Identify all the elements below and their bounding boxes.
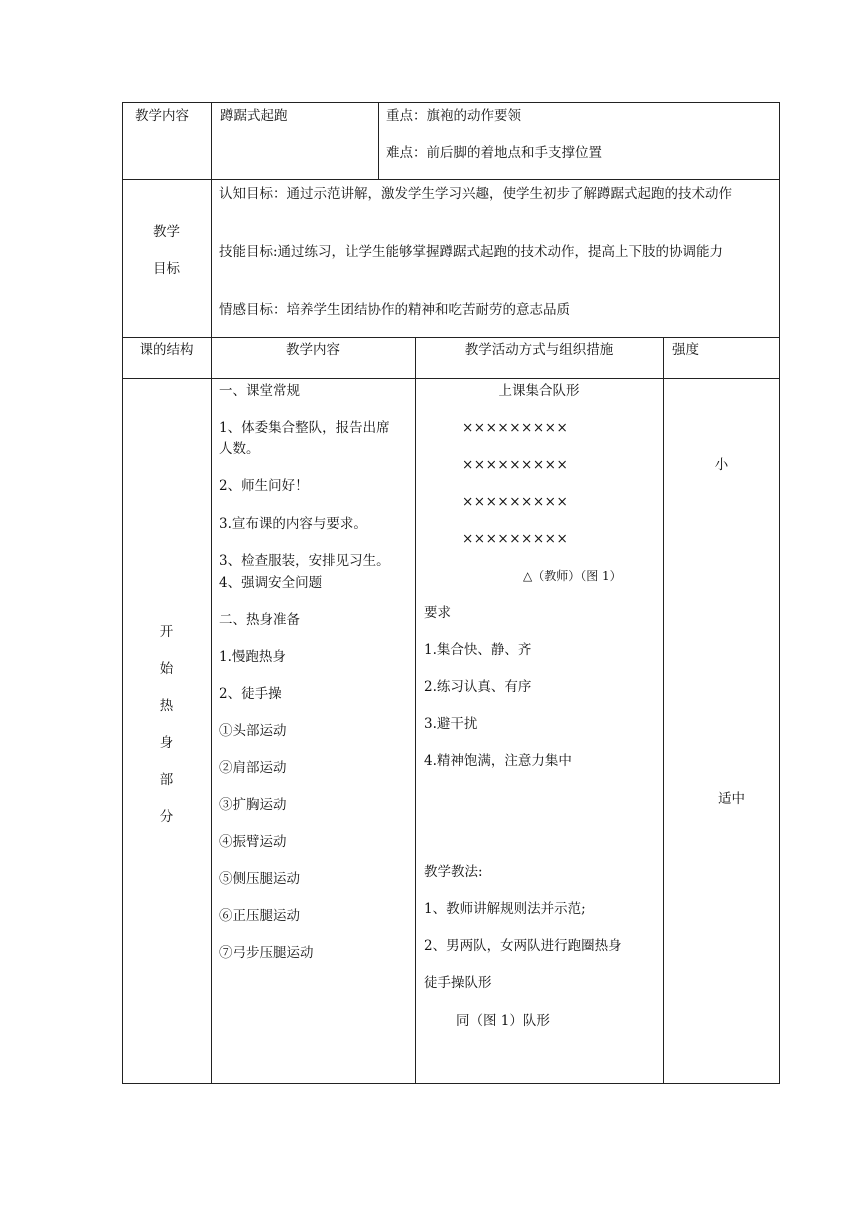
- skill-objective: 技能目标:通过练习，让学生能够掌握蹲踞式起跑的技术动作，提高上下肢的协调能力: [219, 244, 724, 260]
- method-item: 1、教师讲解规则法并示范;: [424, 901, 586, 917]
- section-char: 分: [159, 809, 174, 825]
- content-label: 教学内容: [135, 108, 189, 124]
- content-line: ④振臂运动: [219, 834, 287, 850]
- col-structure: 课的结构: [139, 342, 194, 358]
- method-item: 2、男两队，女两队进行跑圈热身: [424, 938, 622, 954]
- content-line: 3.宣布课的内容与要求。: [219, 516, 367, 532]
- content-line: 1.慢跑热身: [219, 649, 286, 665]
- teacher-mark: △（教师）（图 1）: [523, 569, 622, 583]
- content-line: ②肩部运动: [219, 760, 287, 776]
- section-char: 热: [159, 698, 174, 714]
- requirement-item: 2.练习认真、有序: [424, 679, 532, 695]
- col-intensity: 强度: [672, 342, 699, 358]
- content-value: 蹲踞式起跑: [220, 108, 288, 124]
- content-line: 2、徒手操: [219, 686, 282, 702]
- section-char: 部: [159, 772, 174, 788]
- content-line: 3、检查服装，安排见习生。: [219, 553, 390, 569]
- formation-title: 上课集合队形: [498, 383, 580, 399]
- affective-objective: 情感目标：培养学生团结协作的精神和吃苦耐劳的意志品质: [219, 302, 570, 318]
- intensity-low: 小: [714, 457, 729, 473]
- formation-row: ×××××××××: [462, 494, 569, 510]
- content-line: 二、热身准备: [219, 612, 300, 628]
- key-point: 重点：旗袍的动作要领: [386, 108, 521, 124]
- content-line: ③扩胸运动: [219, 797, 287, 813]
- requirement-item: 4.精神饱满，注意力集中: [424, 753, 572, 769]
- section-char: 始: [159, 661, 174, 677]
- content-line: 2、师生问好！: [219, 478, 309, 494]
- content-line: 1、体委集合整队，报告出席: [219, 420, 390, 436]
- content-line: ⑦弓步压腿运动: [219, 945, 314, 961]
- requirement-item: 3.避干扰: [424, 716, 478, 732]
- content-line: 一、课堂常规: [219, 383, 300, 399]
- content-line: ①头部运动: [219, 723, 287, 739]
- formation-row: ×××××××××: [462, 457, 569, 473]
- cognitive-objective: 认知目标：通过示范讲解，激发学生学习兴趣，使学生初步了解蹲踞式起跑的技术动作: [219, 186, 732, 202]
- content-line: ⑥正压腿运动: [219, 908, 300, 924]
- formation-row: ×××××××××: [462, 531, 569, 547]
- same-formation: 同（图 1）队形: [456, 1013, 550, 1029]
- intensity-medium: 适中: [718, 791, 745, 807]
- method-item: 徒手操队形: [424, 975, 492, 991]
- content-line: 4、强调安全问题: [219, 575, 323, 591]
- col-content: 教学内容: [286, 342, 340, 358]
- col-activity: 教学活动方式与组织措施: [464, 342, 614, 358]
- requirements-title: 要求: [424, 605, 451, 621]
- requirement-item: 1.集合快、静、齐: [424, 642, 532, 658]
- method-title: 教学教法:: [424, 864, 483, 880]
- section-char: 开: [159, 624, 174, 640]
- formation-row: ×××××××××: [462, 420, 569, 436]
- content-line: 人数。: [219, 441, 260, 457]
- difficulty-point: 难点：前后脚的着地点和手支撑位置: [386, 145, 602, 161]
- objectives-label-2: 目标: [153, 261, 180, 277]
- content-line: ⑤侧压腿运动: [219, 871, 300, 887]
- objectives-label-1: 教学: [153, 224, 180, 240]
- section-char: 身: [159, 735, 174, 751]
